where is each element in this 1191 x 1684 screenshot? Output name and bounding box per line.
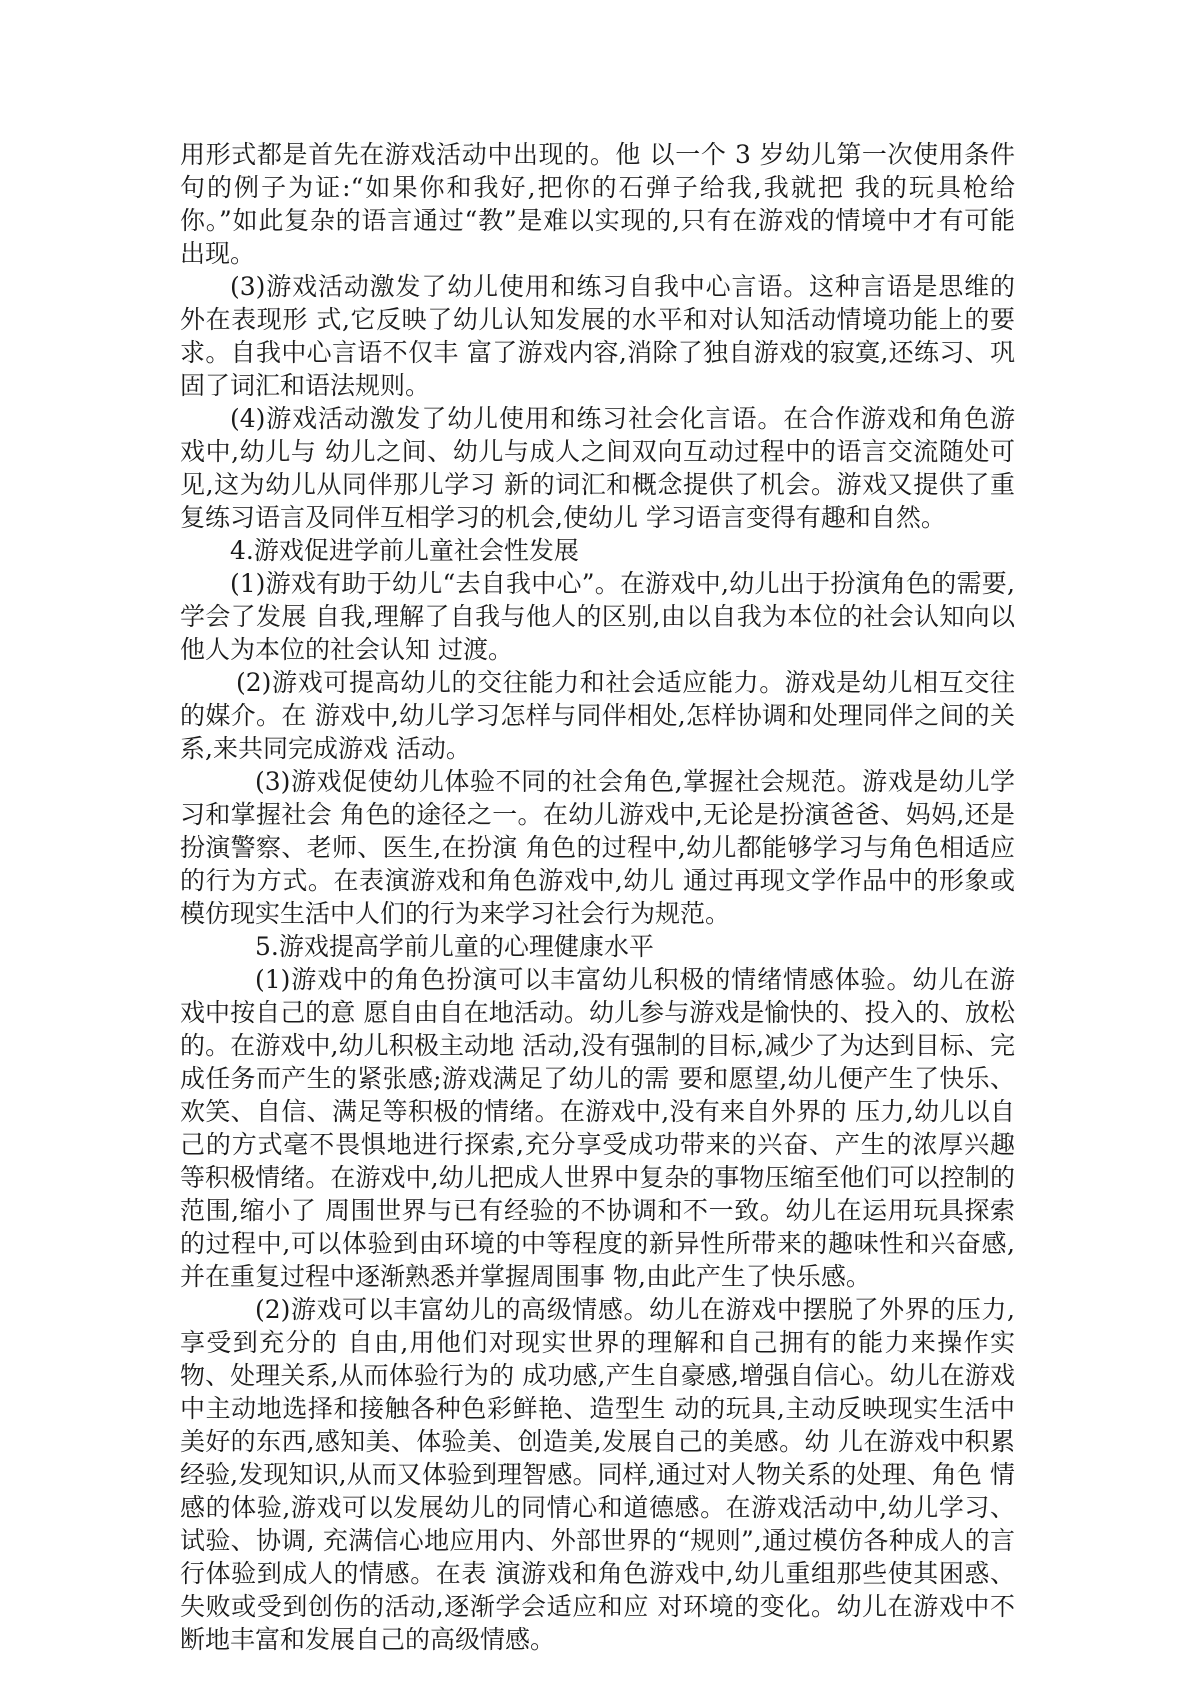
paragraph-socialized-speech: (4)游戏活动激发了幼儿使用和练习社会化言语。在合作游戏和角色游戏中,幼儿与 幼儿之间、幼儿与成人之间双向互动过程中的语言交流随处可见,这为幼儿从同伴那儿学习 新的词汇和概念提供了机会。游戏又提供了重复练习语言及同伴互相学习的机会,使幼儿 学习语言变得有趣和自然。 — [180, 404, 1015, 532]
paragraph-emotional-experience: (1)游戏中的角色扮演可以丰富幼儿积极的情绪情感体验。幼儿在游戏中按自己的意 愿自由自在地活动。幼儿参与游戏是愉快的、投入的、放松的。在游戏中,幼儿积极主动地 活动,没有强制的目标,减少了为达到目标、完成任务而产生的紧张感;游戏满足了幼儿的需 要和愿望,幼儿便产生了快乐、欢笑、自信、满足等积极的情绪。在游戏中,没有来自外界的 压力,幼儿以自己的方式毫不畏惧地进行探索,充分享受成功带来的兴奋、产生的浓厚兴趣 等积极情绪。在游戏中,幼儿把成人世界中复杂的事物压缩至他们可以控制的范围,缩小了 周围世界与已有经验的不协调和不一致。幼儿在运用玩具探索的过程中,可以体验到由环境的中等程度的新异性所带来的趣味性和兴奋感,并在重复过程中逐渐熟悉并掌握周围事 物,由此产生了快乐感。 — [180, 965, 1015, 1291]
paragraph-social-roles: (3)游戏促使幼儿体验不同的社会角色,掌握社会规范。游戏是幼儿学习和掌握社会 角色的途径之一。在幼儿游戏中,无论是扮演爸爸、妈妈,还是扮演警察、老师、医生,在扮演 角色的过程中,幼儿都能够学习与角色相适应的行为方式。在表演游戏和角色游戏中,幼儿 通过再现文学作品中的形象或模仿现实生活中人们的行为来学习社会行为规范。 — [180, 767, 1015, 928]
paragraph-continuation: 用形式都是首先在游戏活动中出现的。他 以一个 3 岁幼儿第一次使用条件句的例子为证:“如果你和我好,把你的石弹子给我,我就把 我的玩具枪给你。”如此复杂的语言通过“教”是难以实现的,只有在游戏的情境中才有可能 出现。 — [180, 140, 1015, 268]
body-text — [180, 138, 1015, 1656]
paragraph-communication-ability: (2)游戏可提高幼儿的交往能力和社会适应能力。游戏是幼儿相互交往的媒介。在 游戏中,幼儿学习怎样与同伴相处,怎样协调和处理同伴之间的关系,来共同完成游戏 活动。 — [180, 668, 1015, 763]
heading-social-development: 4.游戏促进学前儿童社会性发展 — [230, 536, 579, 565]
heading-mental-health: 5.游戏提高学前儿童的心理健康水平 — [255, 932, 654, 961]
paragraph-higher-emotions: (2)游戏可以丰富幼儿的高级情感。幼儿在游戏中摆脱了外界的压力,享受到充分的 自由,用他们对现实世界的理解和自己拥有的能力来操作实物、处理关系,从而体验行为的 成功感,产生自豪感,增强自信心。幼儿在游戏中主动地选择和接触各种色彩鲜艳、造型生 动的玩具,主动反映现实生活中美好的东西,感知美、体验美、创造美,发展自己的美感。幼 儿在游戏中积累经验,发现知识,从而又体验到理智感。同样,通过对人物关系的处理、角色 情感的体验,游戏可以发展幼儿的同情心和道德感。在游戏活动中,幼儿学习、试验、协调, 充满信心地应用内、外部世界的“规则”,通过模仿各种成人的言行体验到成人的情感。在表 演游戏和角色游戏中,幼儿重组那些使其困惑、失败或受到创伤的活动,逐渐学会适应和应 对环境的变化。幼儿在游戏中不断地丰富和发展自己的高级情感。 — [180, 1295, 1015, 1654]
paragraph-egocentric-speech: (3)游戏活动激发了幼儿使用和练习自我中心言语。这种言语是思维的外在表现形 式,它反映了幼儿认知发展的水平和对认知活动情境功能上的要求。自我中心言语不仅丰 富了游戏内容,消除了独自游戏的寂寞,还练习、巩固了词汇和语法规则。 — [180, 272, 1015, 400]
paragraph-decentering: (1)游戏有助于幼儿“去自我中心”。在游戏中,幼儿出于扮演角色的需要,学会了发展 自我,理解了自我与他人的区别,由以自我为本位的社会认知向以他人为本位的社会认知 过渡。 — [180, 569, 1015, 664]
